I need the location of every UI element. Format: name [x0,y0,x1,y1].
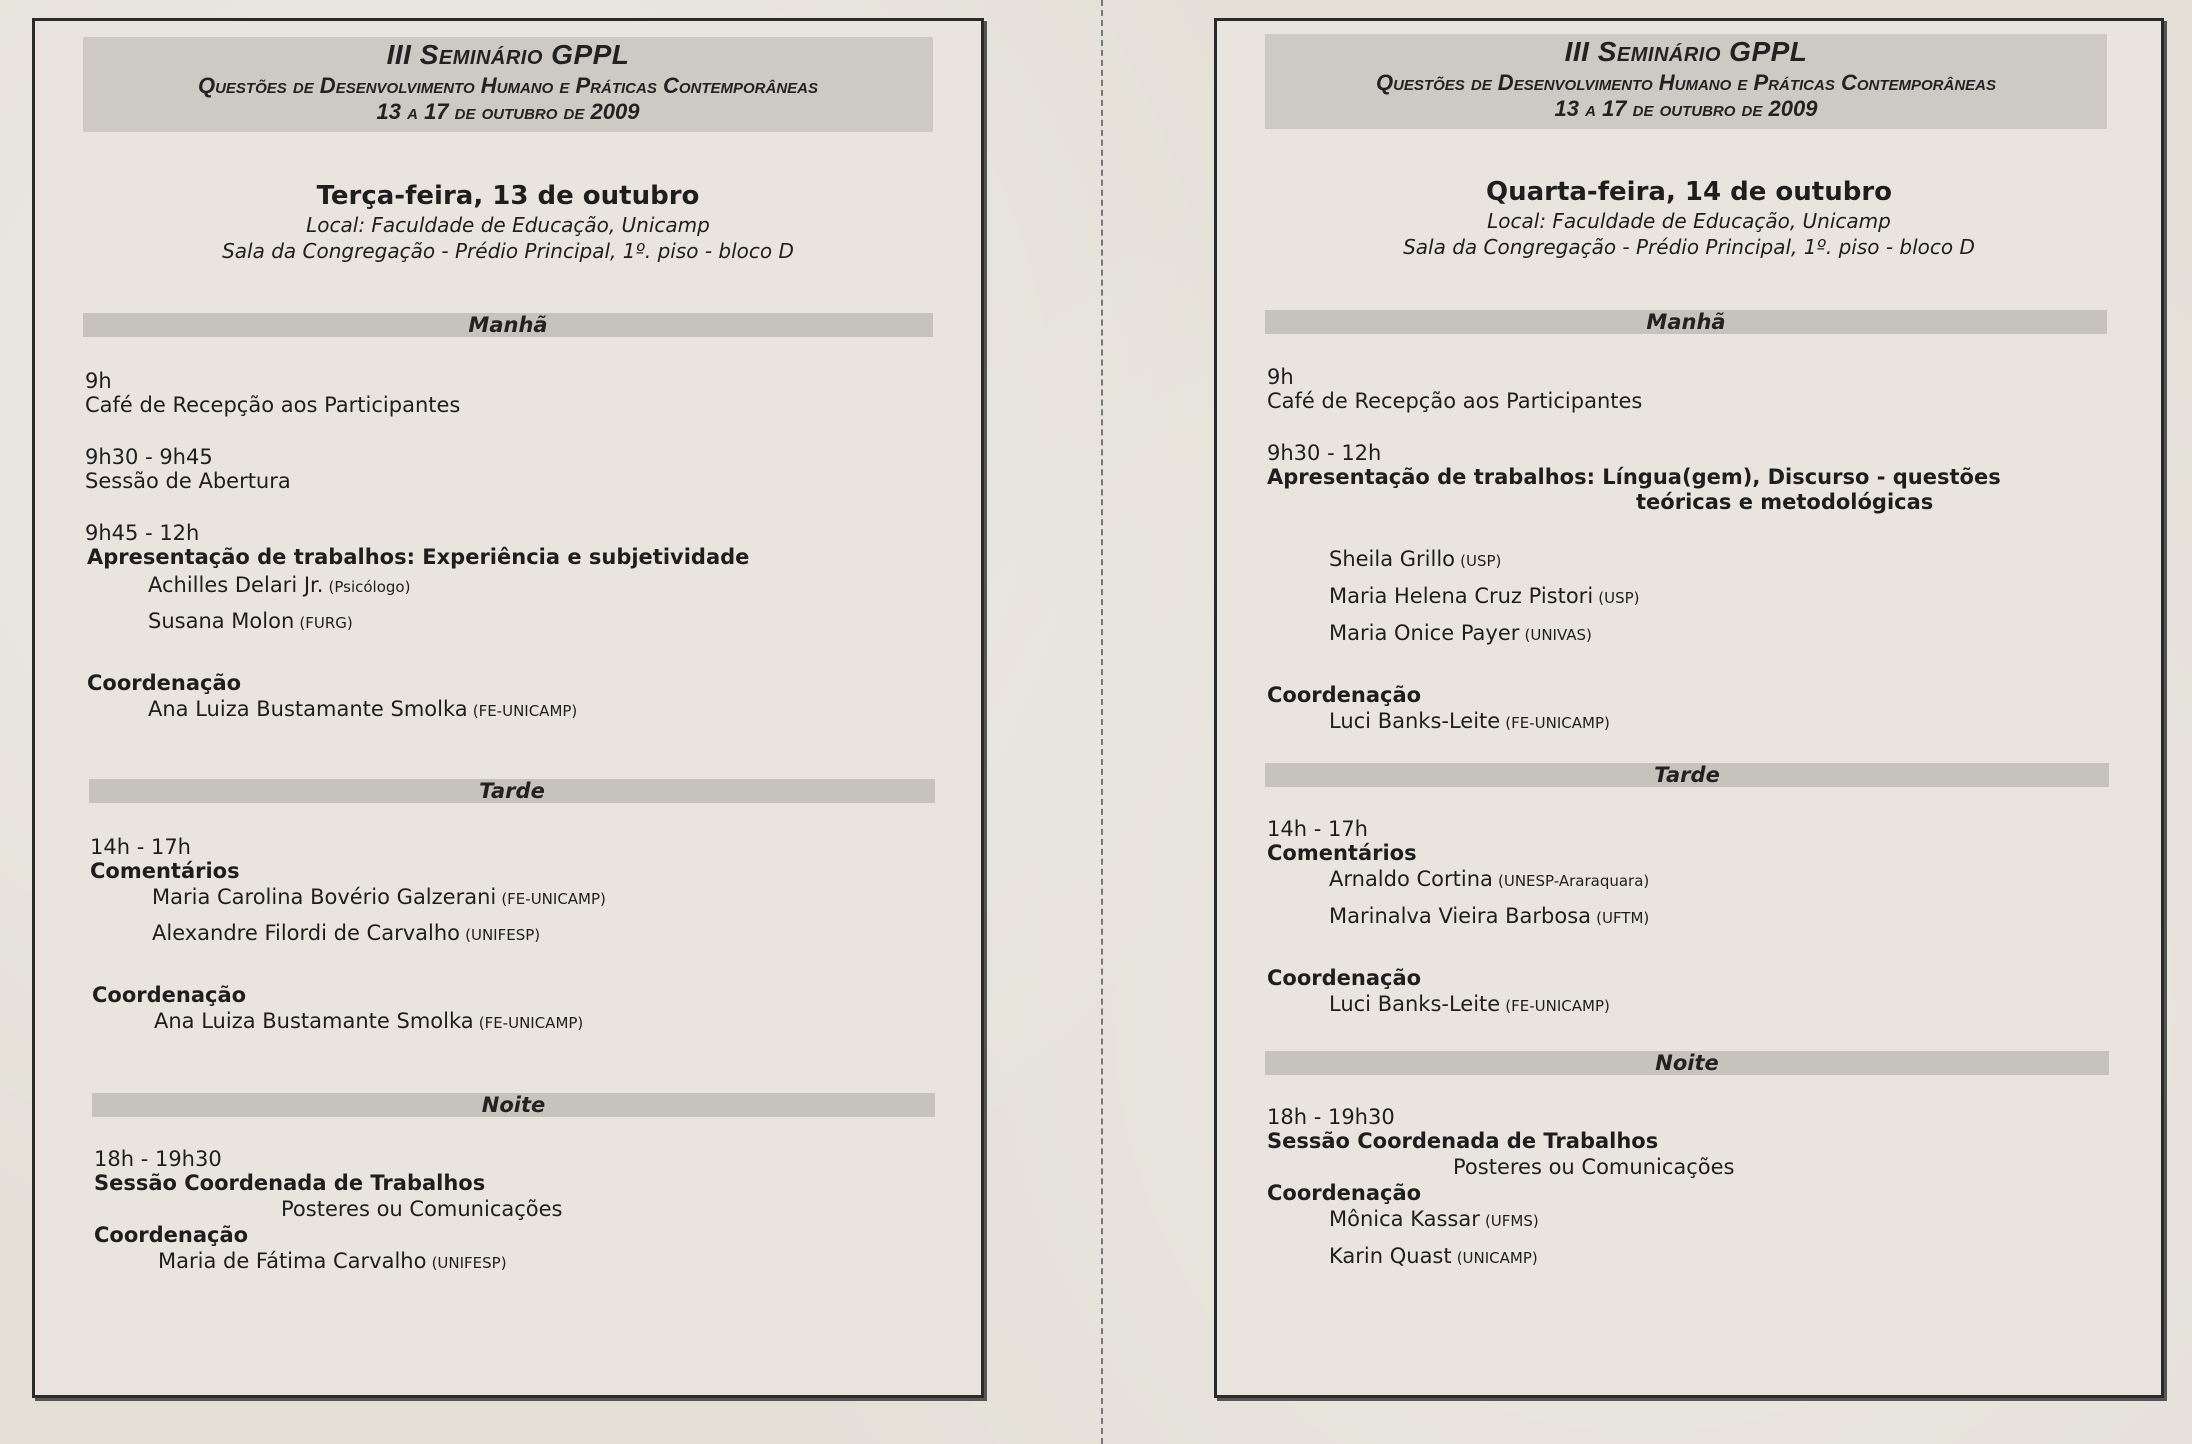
session-time: 14h - 17h [90,835,191,859]
fold-line [1101,0,1103,1444]
session-title: Sessão Coordenada de Trabalhos [1267,1129,1659,1153]
coordinator-affiliation: (FE-UNICAMP) [1505,997,1610,1015]
session-title: Café de Recepção aos Participantes [85,393,461,417]
coordination-label: Coordenação [87,671,242,695]
coordinator-affiliation: (FE-UNICAMP) [1505,714,1610,732]
section-bar-manha: Manhã [83,313,933,337]
seminar-title: III Seminário GPPL [386,39,630,70]
coordinator-name: Karin Quast [1329,1244,1452,1268]
day-room: Sala da Congregação - Prédio Principal, 1º. piso - bloco D [222,239,794,263]
day-heading [1217,177,2161,259]
day-heading [35,181,981,263]
program-page-tuesday [32,18,984,1398]
coordinator-affiliation: (UFMS) [1484,1212,1539,1230]
participant-affiliation: (UNIVAS) [1524,626,1592,644]
session-title: Apresentação de trabalhos: Experiência e subjetividade [87,545,750,569]
participant [148,609,353,633]
day-room: Sala da Congregação - Prédio Principal, 1º. piso - bloco D [1403,235,1975,259]
coordinator-name: Luci Banks-Leite [1329,709,1501,733]
participant [152,885,606,909]
coordination-label: Coordenação [92,983,247,1007]
coordinator [1329,1207,1539,1231]
session-time: 18h - 19h30 [94,1147,222,1171]
session-title: Sessão Coordenada de Trabalhos [94,1171,486,1195]
coordinator [148,697,577,721]
coordination-label: Coordenação [1267,966,1422,990]
participant-name: Maria Helena Cruz Pistori [1329,584,1594,608]
session-subtitle: Posteres ou Comunicações [281,1197,563,1221]
coordinator-affiliation: (FE-UNICAMP) [478,1014,584,1032]
session-title: Sessão de Abertura [85,469,291,493]
coordinator-affiliation: (FE-UNICAMP) [472,702,578,720]
seminar-subtitle: Questões de Desenvolvimento Humano e Práticas Contemporâneas [1375,70,1997,95]
coordinator [1329,709,1610,733]
participant [1329,867,1649,891]
participant-name: Susana Molon [148,609,295,633]
coordinator [154,1009,583,1033]
participant [1329,584,1640,608]
coordinator-affiliation: (UNICAMP) [1456,1249,1538,1267]
coordinator-name: Ana Luiza Bustamante Smolka [148,697,468,721]
day-local: Local: Faculdade de Educação, Unicamp [306,213,710,237]
coordinator-affiliation: (UNIFESP) [431,1254,507,1272]
session-subtitle: Posteres ou Comunicações [1453,1155,1735,1179]
seminar-dates: 13 a 17 de outubro de 2009 [376,99,640,124]
participant [1329,547,1501,571]
coordinator-name: Mônica Kassar [1329,1207,1480,1231]
session-time: 9h [85,369,112,393]
day-title: Quarta-feira, 14 de outubro [1485,177,1893,207]
participant-affiliation: (USP) [1460,552,1502,570]
seminar-title: III Seminário GPPL [1564,36,1808,67]
session-title: Apresentação de trabalhos: Língua(gem), Discurso - questões [1267,465,2001,489]
section-bar-tarde: Tarde [1265,763,2109,787]
day-title: Terça-feira, 13 de outubro [316,181,700,211]
participant [152,921,540,945]
seminar-header [1265,34,2107,129]
participant-name: Maria Carolina Bovério Galzerani [152,885,497,909]
participant-affiliation: (UNESP-Araraquara) [1497,872,1650,890]
session-time: 18h - 19h30 [1267,1105,1395,1129]
session-time: 14h - 17h [1267,817,1368,841]
participant-name: Sheila Grillo [1329,547,1456,571]
coordinator [1329,1244,1538,1268]
coordination-label: Coordenação [94,1223,249,1247]
participant-affiliation: (UNIFESP) [465,926,541,944]
coordinator [1329,992,1610,1016]
session-time: 9h [1267,365,1294,389]
coordinator-name: Ana Luiza Bustamante Smolka [154,1009,474,1033]
program-page-wednesday [1214,18,2164,1398]
participant-affiliation: (UFTM) [1596,909,1650,927]
coordinator [158,1249,507,1273]
session-title-cont: teóricas e metodológicas [1636,490,1934,514]
session-title: Café de Recepção aos Participantes [1267,389,1643,413]
participant-affiliation: (Psicólogo) [328,578,411,596]
seminar-subtitle: Questões de Desenvolvimento Humano e Práticas Contemporâneas [197,73,819,98]
participant-affiliation: (FE-UNICAMP) [501,890,606,908]
seminar-header [83,37,933,132]
participant-affiliation: (FURG) [299,614,353,632]
participant-affiliation: (USP) [1598,589,1640,607]
section-bar-tarde: Tarde [89,779,935,803]
section-bar-manha: Manhã [1265,310,2107,334]
day-local: Local: Faculdade de Educação, Unicamp [1487,209,1891,233]
participant-name: Achilles Delari Jr. [148,573,324,597]
participant-name: Alexandre Filordi de Carvalho [152,921,461,945]
coordinator-name: Luci Banks-Leite [1329,992,1501,1016]
session-title: Comentários [1267,841,1417,865]
coordination-label: Coordenação [1267,683,1422,707]
participant [1329,904,1649,928]
section-bar-noite: Noite [92,1093,935,1117]
coordinator-name: Maria de Fátima Carvalho [158,1249,427,1273]
session-time: 9h30 - 12h [1267,441,1382,465]
seminar-dates: 13 a 17 de outubro de 2009 [1554,96,1818,121]
session-title: Comentários [90,859,240,883]
participant [1329,621,1592,645]
coordination-label: Coordenação [1267,1181,1422,1205]
session-time: 9h45 - 12h [85,521,200,545]
participant-name: Maria Onice Payer [1329,621,1520,645]
participant-name: Arnaldo Cortina [1329,867,1493,891]
session-time: 9h30 - 9h45 [85,445,213,469]
participant-name: Marinalva Vieira Barbosa [1329,904,1592,928]
section-bar-noite: Noite [1265,1051,2109,1075]
participant [148,573,410,597]
